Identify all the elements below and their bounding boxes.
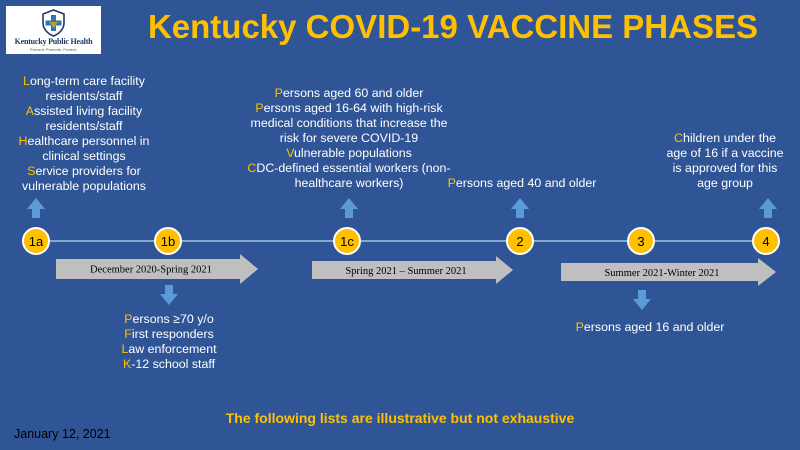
phase-2-item: Persons aged 40 and older	[447, 176, 597, 190]
arrow-down-1b-icon	[160, 285, 178, 305]
phase-1a-item: Long-term care facility residents/staff	[23, 74, 145, 103]
phase-1c-item: Vulnerable populations	[286, 146, 412, 160]
phase-4-item: Children under the age of 16 if a vaccine is approved for this age group	[666, 131, 784, 190]
phase-1b-item: K-12 school staff	[122, 357, 216, 371]
arrow-up-2-icon	[511, 198, 529, 218]
arrow-up-4-icon	[759, 198, 777, 218]
phase-1b-item: First responders	[124, 327, 214, 341]
phase-1c-item: CDC-defined essential workers (non-healthcare workers)	[247, 161, 451, 190]
phase-1c-item: Persons aged 60 and older	[274, 86, 424, 100]
logo-name: Kentucky Public Health	[14, 37, 93, 46]
phase-marker-1b	[155, 228, 181, 254]
page-title: Kentucky COVID-19 VACCINE PHASES	[147, 8, 759, 45]
phase-3-item: Persons aged 16 and older	[575, 320, 725, 334]
phase-marker-4	[753, 228, 779, 254]
phase-label-3: 3	[637, 234, 645, 249]
phase-1a-item: Assisted living facility residents/staff	[25, 104, 143, 133]
logo-tagline: Prevent. Promote. Protect.	[29, 47, 78, 52]
arrow-up-1c-icon	[340, 198, 358, 218]
phase-label-1c: 1c	[340, 234, 354, 249]
phase-label-4: 4	[762, 234, 770, 249]
phase-label-2: 2	[516, 234, 524, 249]
arrow-down-3-icon	[633, 290, 651, 310]
period-label-3: Summer 2021-Winter 2021	[604, 268, 720, 279]
slide-date: January 12, 2021	[14, 427, 111, 441]
period-label-2: Spring 2021 – Summer 2021	[345, 266, 467, 277]
disclaimer: The following lists are illustrative but not exhaustive	[225, 410, 575, 426]
phase-1a-item: Healthcare personnel in clinical settings	[18, 134, 150, 163]
arrow-up-1a-icon	[27, 198, 45, 218]
phase-marker-3	[628, 228, 654, 254]
phase-1b-item: Law enforcement	[121, 342, 217, 356]
phase-label-1b: 1b	[160, 234, 176, 249]
phase-marker-1c	[334, 228, 360, 254]
phase-1c-item: Persons aged 16-64 with high-risk medical conditions that increase the risk for severe COVID-19	[250, 101, 448, 145]
phase-1b-item: Persons ≥70 y/o	[124, 312, 214, 326]
phase-label-1a: 1a	[28, 234, 44, 249]
phase-1a-item: Service providers for vulnerable populations	[22, 164, 146, 193]
phase-marker-2	[507, 228, 533, 254]
period-label-1: December 2020-Spring 2021	[90, 264, 212, 276]
phase-marker-1a	[23, 228, 49, 254]
